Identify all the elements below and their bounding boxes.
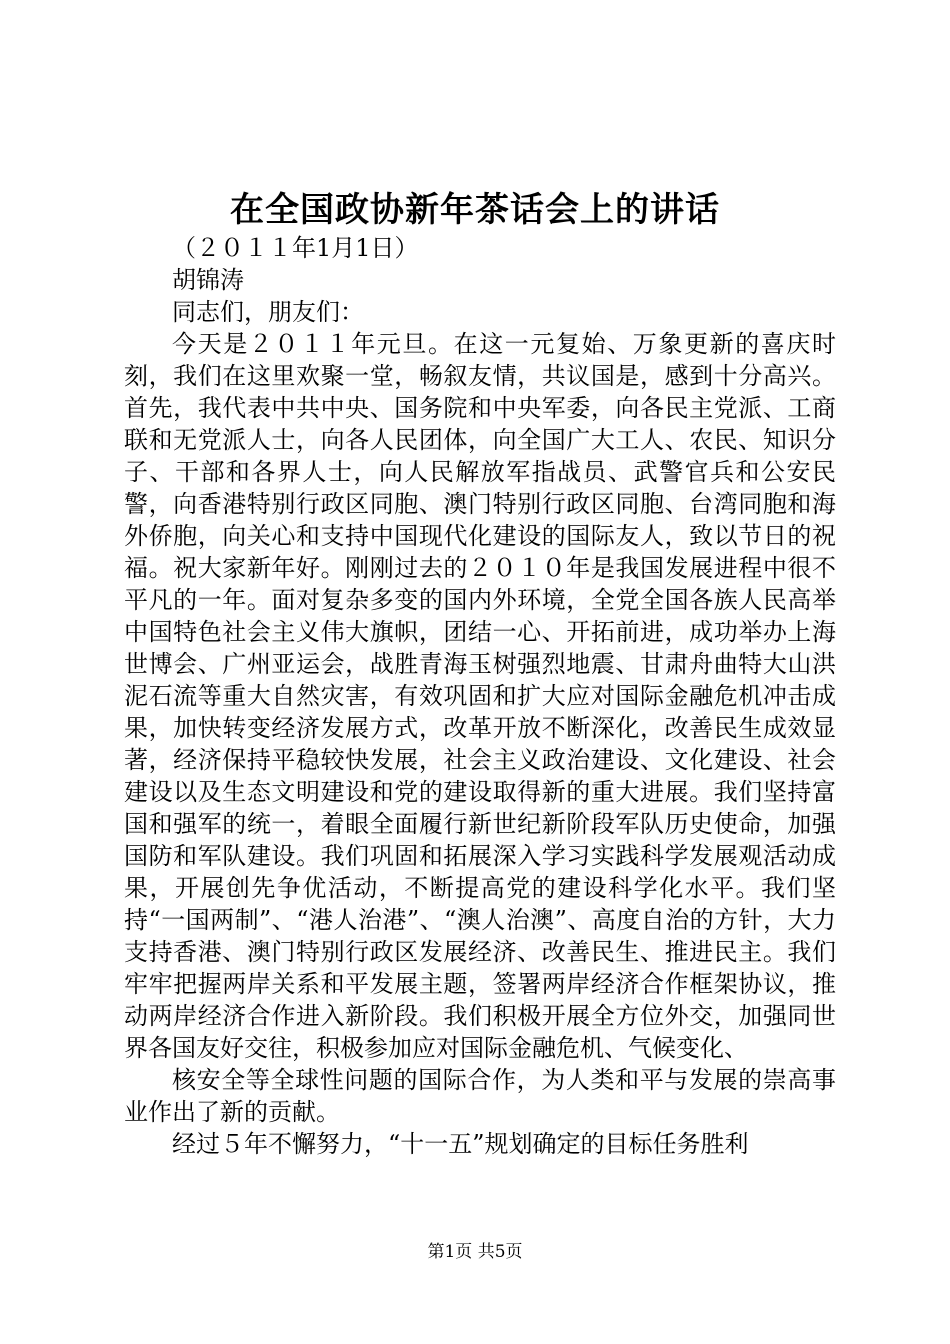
document-body xyxy=(124,232,836,1160)
body-paragraph: 经过５年不懈努力，“十一五”规划确定的目标任务胜利 xyxy=(172,1130,749,1158)
salutation: 同志们，朋友们： xyxy=(172,298,364,326)
body-paragraph: 核安全等全球性问题的国际合作，为人类和平与发展的崇高事业作出了新的贡献。 xyxy=(124,1066,836,1126)
page-number-footer: 第1页 共5页 xyxy=(427,1242,523,1262)
document-title: 在全国政协新年茶话会上的讲话 xyxy=(230,190,720,230)
speaker-name: 胡锦涛 xyxy=(172,266,244,294)
body-paragraph: 今天是２０１１年元旦。在这一元复始、万象更新的喜庆时刻，我们在这里欢聚一堂，畅叙友情，共议国是，感到十分高兴。首先，我代表中共中央、国务院和中央军委，向各民主党派、工商联和无党派人士，向各人民团体，向全国广大工人、农民、知识分子、干部和各界人士，向人民解放军指战员、武警官兵和公安民警，向香港特别行政区同胞、澳门特别行政区同胞、台湾同胞和海外侨胞，向关心和支持中国现代化建设的国际友人，致以节日的祝福。祝大家新年好。刚刚过去的２０１０年是我国发展进程中很不平凡的一年。面对复杂多变的国内外环境，全党全国各族人民高举中国特色社会主义伟大旗帜，团结一心、开拓前进，成功举办上海世博会、广州亚运会，战胜青海玉树强烈地震、甘肃舟曲特大山洪泥石流等重大自然灾害，有效巩固和扩大应对国际金融危机冲击成果，加快转变经济发展方式，改革开放不断深化，改善民生成效显著，经济保持平稳较快发展，社会主义政治建设、文化建设、社会建设以及生态文明建设和党的建设取得新的重大进展。我们坚持富国和强军的统一，着眼全面履行新世纪新阶段军队历史使命，加强国防和军队建设。我们巩固和拓展深入学习实践科学发展观活动成果，开展创先争优活动，不断提高党的建设科学化水平。我们坚持“一国两制”、“港人治港”、“澳人治澳”、高度自治的方针，大力支持香港、澳门特别行政区发展经济、改善民生、推进民主。我们牢牢把握两岸关系和平发展主题，签署两岸经济合作框架协议，推动两岸经济合作进入新阶段。我们积极开展全方位外交，加强同世界各国友好交往，积极参加应对国际金融危机、气候变化、 xyxy=(124,330,836,1062)
speech-date: （２０１１年1月1日） xyxy=(172,234,419,262)
